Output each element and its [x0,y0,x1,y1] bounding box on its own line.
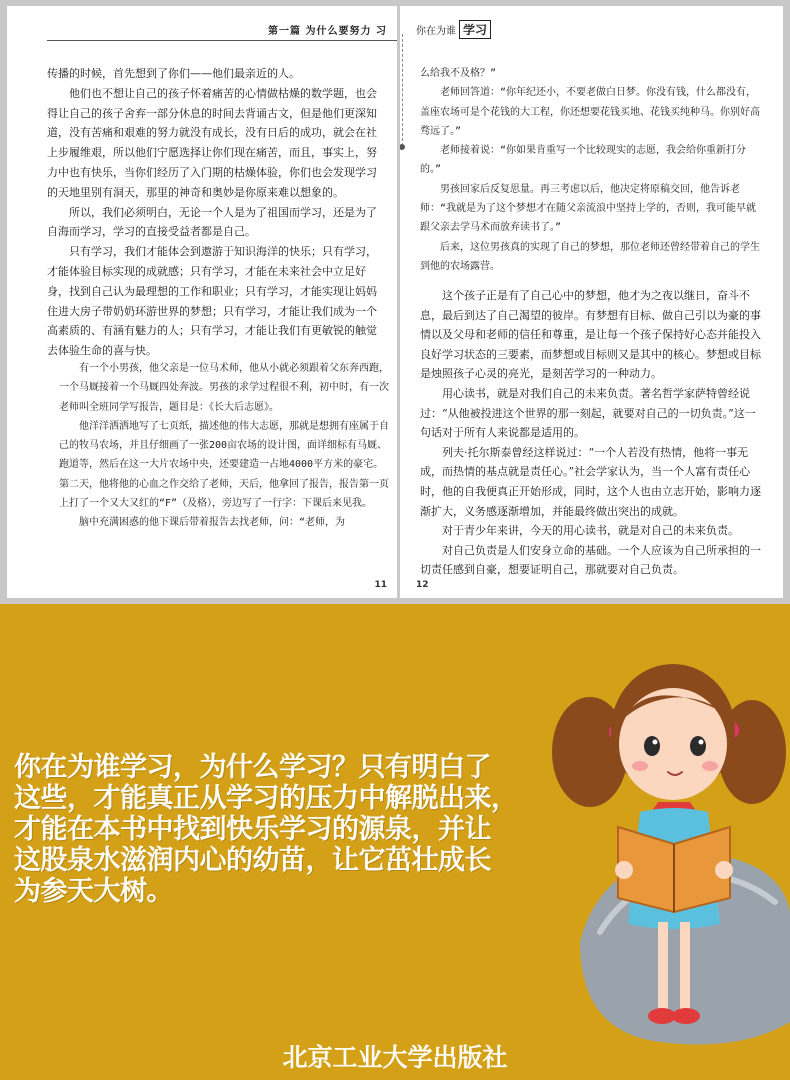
page-header-right [416,20,491,39]
left-story-text [59,359,389,533]
story-paragraph: 脑中充满困惑的他下课后带着报告去找老师，问：“老师，为 [79,517,346,529]
story-paragraph: 老师回答道：“你年纪还小，不要老做白日梦。你没有钱，什么都没有，盖座农场可是个花钱的大工程，你还想要花钱买地、花钱买纯种马。你别好高骛远了。” [420,87,760,137]
margin-dashed-line [402,34,403,146]
promo-line: 才能在本书中找到快乐学习的源泉，并让 [14,814,491,845]
story-paragraph: 后来，这位男孩真的实现了自己的梦想，那位老师还曾经带着自己的学生到他的农场露营。 [420,241,760,272]
left-eye [644,736,660,756]
header-title: 你在为谁 [416,26,456,37]
right-body-text [420,286,765,580]
promo-line: 为参天大树。 [14,876,173,907]
story-paragraph: 他洋洋洒洒地写了七页纸，描述他的伟大志愿，那就是想拥有座属于自己的牧马农场，并且仔细画了一张200亩农场的设计图，面详细标有马厩、跑道等，然后在这一大片农场中央，还要建造一占地4000平方米的豪宅。第二天，他将他的心血之作交给了老师，天后，他拿回了报告，报告第一页上打了一个又大又红的“F”（及格），旁边写了一行字：下课后来见我。 [59,420,389,510]
story-paragraph: 有一个小男孩，他父亲是一位马术师，他从小就必须跟着父东奔西跑，一个马厩接着一个马厩四处奔波。男孩的求学过程很不利，初中时，有一次老师叫全班同学写报告，题目是：《长大后志愿》。 [59,363,389,413]
paragraph: 传播的时候，首先想到了你们——他们最亲近的人。 [47,67,300,80]
right-story-text [420,64,765,276]
promo-line: 这股泉水滋润内心的幼苗，让它茁壮成长 [14,845,491,876]
paragraph: 他们也不想让自己的孩子怀着痛苦的心情做枯燥的数学题，也会得让自己的孩子舍弃一部分休息的时间去背诵古文，但是他们更深知道，没有苦痛和艰难的努力就没有成长，没有日后的成功，就会在社上步履维艰，所以他们宁愿选择让你们现在痛苦，而且，事实上，努力中也有快乐，当你们经历了入门期的枯燥体验，你们也会发现学习的天地里别有洞天，那里的神奇和奥妙是你原来难以想象的。 [47,86,377,199]
paragraph: 对自己负责是人们安身立命的基础。一个人应该为自己所承担的一切责任感到自豪，想要证明自己，那就要对自己负责。 [420,543,761,577]
paragraph: 列夫·托尔斯泰曾经这样说过：“一个人若没有热情，他将一事无成，而热情的基点就是责任心。”社会学家认为，当一个人富有责任心时，他的自我便真正开始形成，同时，这个人也由立志开始，影响力逐渐扩大，义务感逐渐增加，并能最终做出突出的成就。 [420,445,761,518]
header-rule [47,40,397,41]
right-leg [680,922,690,1014]
left-leg [658,922,668,1014]
story-paragraph: 老师接着说：“你如果肯重写一个比较现实的志愿，我会给你重新打分的。” [420,145,747,176]
right-shoe [672,1008,700,1024]
header-highlight: 学习 [459,20,491,39]
story-paragraph: 男孩回家后反复思量。再三考虑以后，他决定将原稿交回，他告诉老师：“我就是为了这个梦想才在随父亲流浪中坚持上学的，否则，我可能早就跟父亲去学马术而放弃读书了。” [420,183,757,234]
paragraph: 对于青少年来讲，今天的用心读书，就是对自己的未来负责。 [442,524,739,538]
page-header-left: 第一篇 为什么要努力 习 [268,26,387,37]
left-hand [615,861,633,879]
left-page [7,6,397,598]
promo-line: 这些，才能真正从学习的压力中解脱出来， [14,783,518,814]
right-cheek [702,761,718,771]
paragraph: 所以，我们必须明白，无论一个人是为了祖国而学习，还是为了自海而学习，学习的直接受益者都是自己。 [47,205,377,239]
right-page [400,6,783,598]
left-body-text [47,64,387,361]
right-eye [690,736,706,756]
page-number-left: 11 [374,580,387,590]
promo-text [14,752,584,907]
paragraph: 这个孩子正是有了自己心中的梦想，他才为之夜以继日，奋斗不息，最后到达了自己渴望的彼岸。有梦想有目标、做自己引以为豪的事情以及父母和老师的信任和尊重，是让每一个孩子保持好心态并能投入良好学习状态的三要素，而梦想或目标则又是其中的核心。梦想或目标是烛照孩子心灵的亮光，是刻苦学习的一种动力。 [420,289,761,381]
paragraph: 只有学习，我们才能体会到遨游于知识海洋的快乐；只有学习，才能体验目标实现的成就感；只有学习，才能在未来社会中立足好身，找到自己认为最理想的工作和职业；只有学习，才能实现让妈妈住进大房子带奶奶环游世界的梦想；只有学习，才能让我们成为一个高素质的、有涵有魅力的人；只有学习，才能让我们有更敏锐的触觉去体验生命的喜与快。 [47,245,377,358]
paragraph: 用心读书，就是对我们自己的未来负责。著名哲学家萨特曾经说过：“从他被投进这个世界的那一刻起，就要对自己的一切负责。”这一句话对于所有人来说都是适用的。 [420,386,756,440]
left-cheek [632,761,648,771]
promo-line: 你在为谁学习，为什么学习？只有明白了 [14,752,491,783]
girl-reading-illustration [540,612,790,1080]
publisher-name: 北京工业大学出版社 [282,1043,508,1072]
right-hand [715,861,733,879]
page-number-right: 12 [416,580,429,590]
margin-dot [400,144,405,150]
story-paragraph: 么给我不及格？” [420,68,497,79]
left-shoe [648,1008,676,1024]
